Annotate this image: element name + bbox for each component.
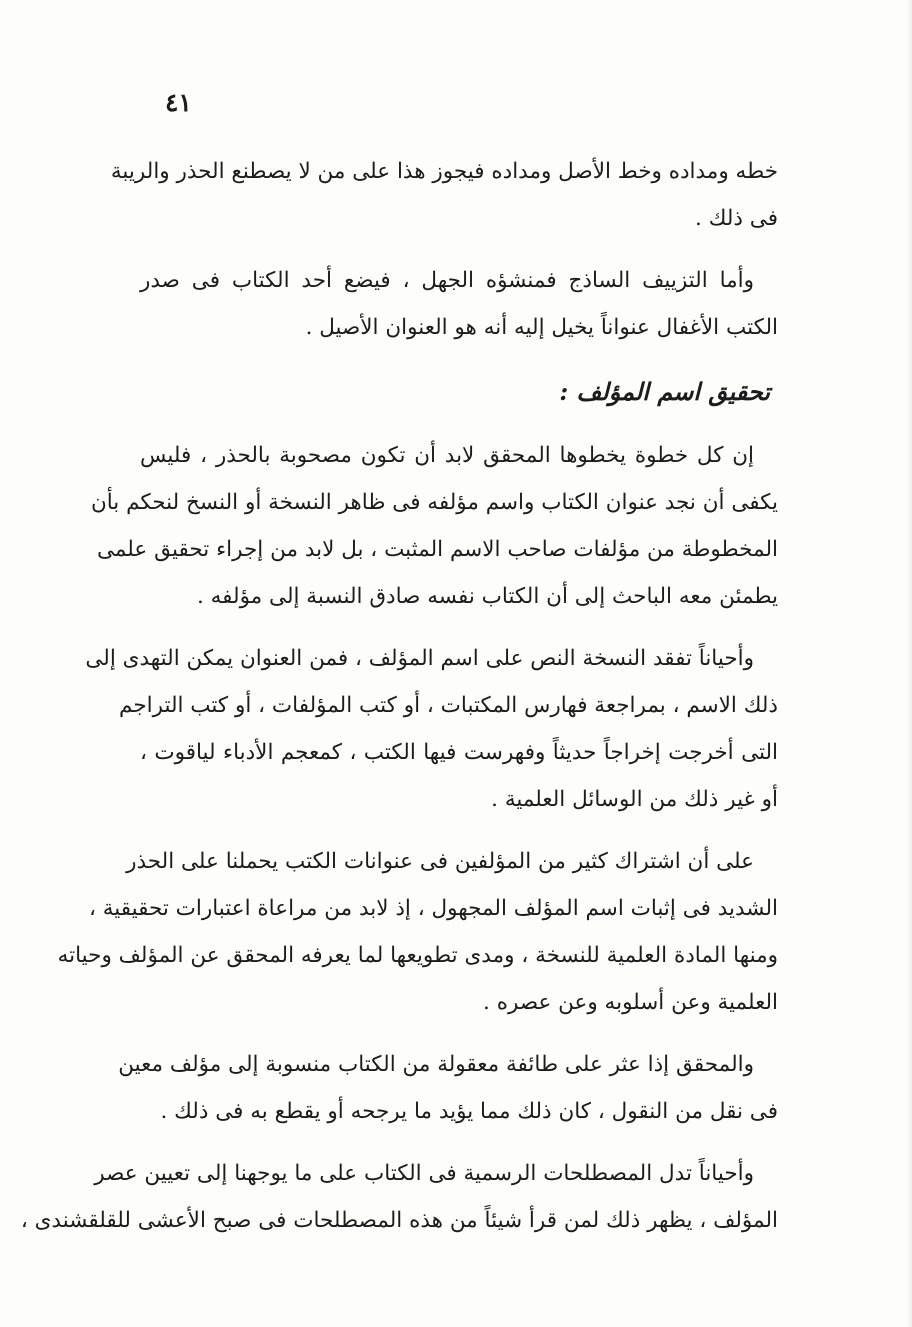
text-line: فى نقل من النقول ، كان ذلك مما يؤيد ما يرجحه أو يقطع به فى ذلك . [160, 1099, 778, 1124]
text-line: الكتب الأغفال عنواناً يخيل إليه أنه هو العنوان الأصيل . [305, 315, 778, 340]
page-edge-shadow [906, 0, 912, 1327]
text-line: فى ذلك . [695, 206, 778, 231]
text-line: التى أخرجت إخراجاً حديثاً وفهرست فيها الكتب ، كمعجم الأدباء لياقوت ، [140, 740, 778, 765]
paragraph-1 [110, 148, 778, 242]
page-number: ٤١ [165, 88, 192, 117]
text-line: إن كل خطوة يخطوها المحقق لابد أن تكون مصحوبة بالحذر ، فليس [140, 443, 754, 468]
text-line: والمحقق إذا عثر على طائفة معقولة من الكتاب منسوبة إلى مؤلف معين [118, 1052, 754, 1077]
text-line: ذلك الاسم ، بمراجعة فهارس المكتبات ، أو كتب المؤلفات ، أو كتب التراجم [119, 693, 778, 718]
text-line: المخطوطة من مؤلفات صاحب الاسم المثبت ، بل لابد من إجراء تحقيق علمى [96, 537, 778, 562]
text-line: وأحياناً تفقد النسخة النص على اسم المؤلف ، فمن العنوان يمكن التهدى إلى [85, 646, 754, 671]
text-line: خطه ومداده وخط الأصل ومداده فيجوز هذا على من لا يصطنع الحذر والريبة [110, 159, 778, 184]
text-line: وأما التزييف الساذج فمنشؤه الجهل ، فيضع أحد الكتاب فى صدر [140, 268, 754, 293]
paragraph-2 [140, 257, 778, 351]
section-heading: تحقيق اسم المؤلف : [559, 377, 770, 406]
paragraph-4 [85, 635, 778, 823]
text-line: ومنها المادة العلمية للنسخة ، ومدى تطويعها لما يعرفه المحقق عن المؤلف وحياته [57, 943, 778, 968]
text-line: على أن اشتراك كثير من المؤلفين فى عنوانات الكتب يحملنا على الحذر [126, 849, 754, 874]
text-line: يطمئن معه الباحث إلى أن الكتاب نفسه صادق النسبة إلى مؤلفه . [196, 584, 778, 609]
text-line: يكفى أن نجد عنوان الكتاب واسم مؤلفه فى ظاهر النسخة أو النسخ لنحكم بأن [90, 490, 778, 515]
body-text [20, 148, 778, 1259]
paragraph-3 [90, 432, 778, 620]
text-line: وأحياناً تدل المصطلحات الرسمية فى الكتاب على ما يوجهنا إلى تعيين عصر [94, 1161, 754, 1186]
text-line: المؤلف ، يظهر ذلك لمن قرأ شيئاً من هذه المصطلحات فى صبح الأعشى للقلقشندى ، [20, 1208, 778, 1233]
paragraph-6 [118, 1041, 778, 1135]
text-line: الشديد فى إثبات اسم المؤلف المجهول ، إذ لابد من مراعاة اعتبارات تحقيقية ، [88, 896, 778, 921]
text-line: العلمية وعن أسلوبه وعن عصره . [483, 990, 778, 1015]
text-line: أو غير ذلك من الوسائل العلمية . [491, 787, 778, 812]
paragraph-7 [20, 1150, 778, 1244]
paragraph-5 [57, 838, 778, 1026]
